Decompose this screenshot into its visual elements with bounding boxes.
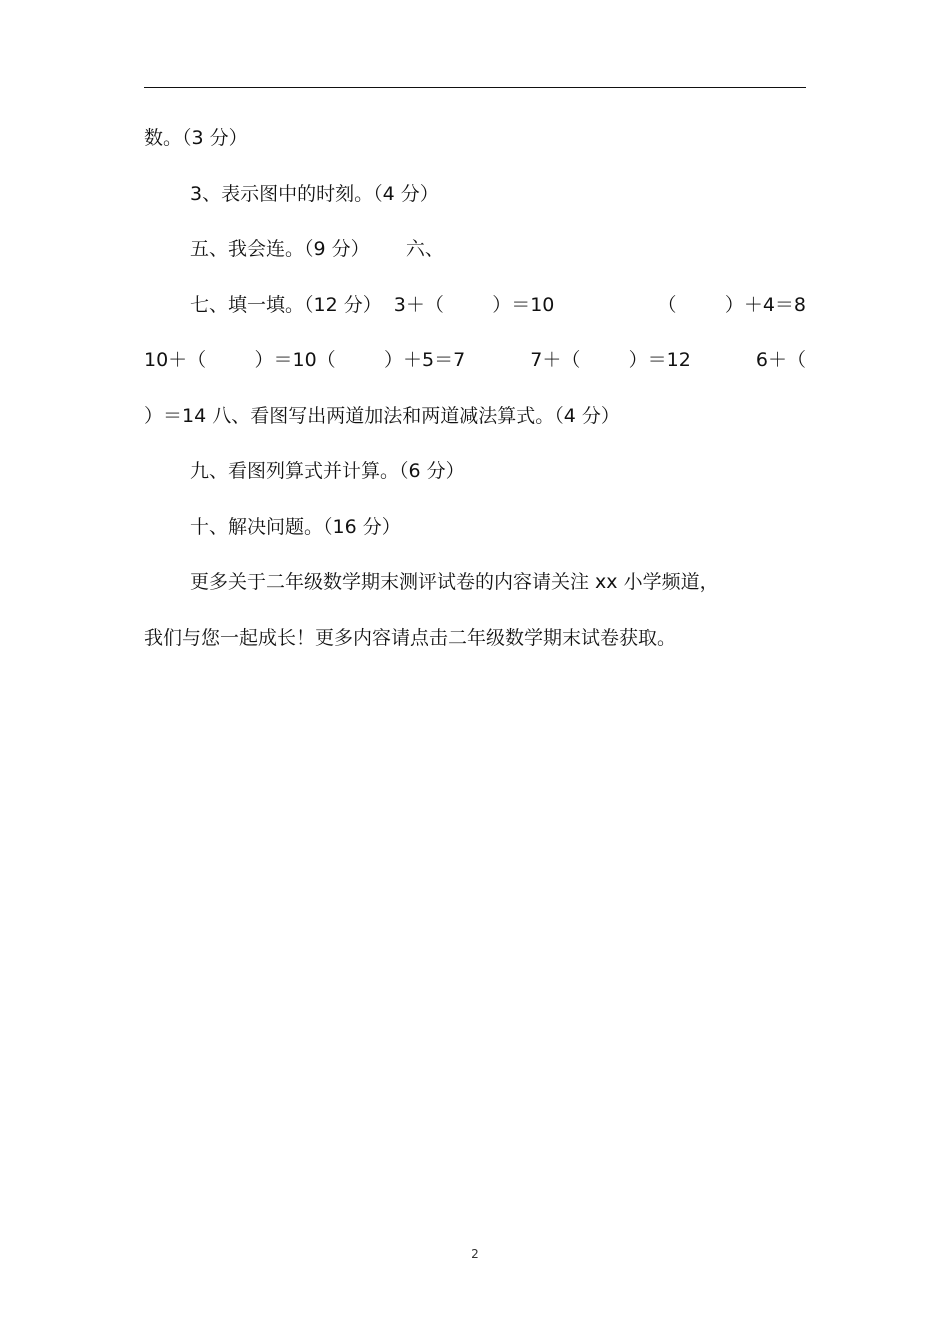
- text-line-10: 我们与您一起成长！更多内容请点击二年级数学期末试卷获取。: [144, 626, 677, 649]
- text-line-5: [144, 340, 806, 396]
- text-line-3: 五、我会连。（9 分） 六、: [190, 238, 444, 260]
- text-line-6: ）＝14 八、看图写出两道加法和两道减法算式。（4 分）: [144, 404, 620, 427]
- fill-blank-part-5: 6＋（: [755, 349, 806, 371]
- text-line-2: 3、表示图中的时刻。（4 分）: [190, 182, 439, 205]
- body-text: [144, 118, 806, 673]
- fill-blank-part-2: （ ）＋4＝8: [657, 293, 806, 316]
- fill-blank-part-4: 7＋（ ）＝12: [530, 349, 691, 371]
- text-line-1: 数。（3 分）: [144, 127, 248, 149]
- header-rule: [144, 87, 806, 88]
- text-line-4: [144, 285, 806, 341]
- fill-blank-part-1: 七、填一填。（12 分） 3＋（ ）＝10: [190, 293, 555, 316]
- page-number: 2: [471, 1247, 479, 1261]
- text-line-7: 九、看图列算式并计算。（6 分）: [190, 460, 465, 482]
- text-line-9: 更多关于二年级数学期末测评试卷的内容请关注 xx 小学频道，: [190, 571, 719, 593]
- fill-blank-part-3: 10＋（ ）＝10（ ）＋5＝7: [144, 349, 466, 371]
- text-line-8: 十、解决问题。（16 分）: [190, 515, 401, 538]
